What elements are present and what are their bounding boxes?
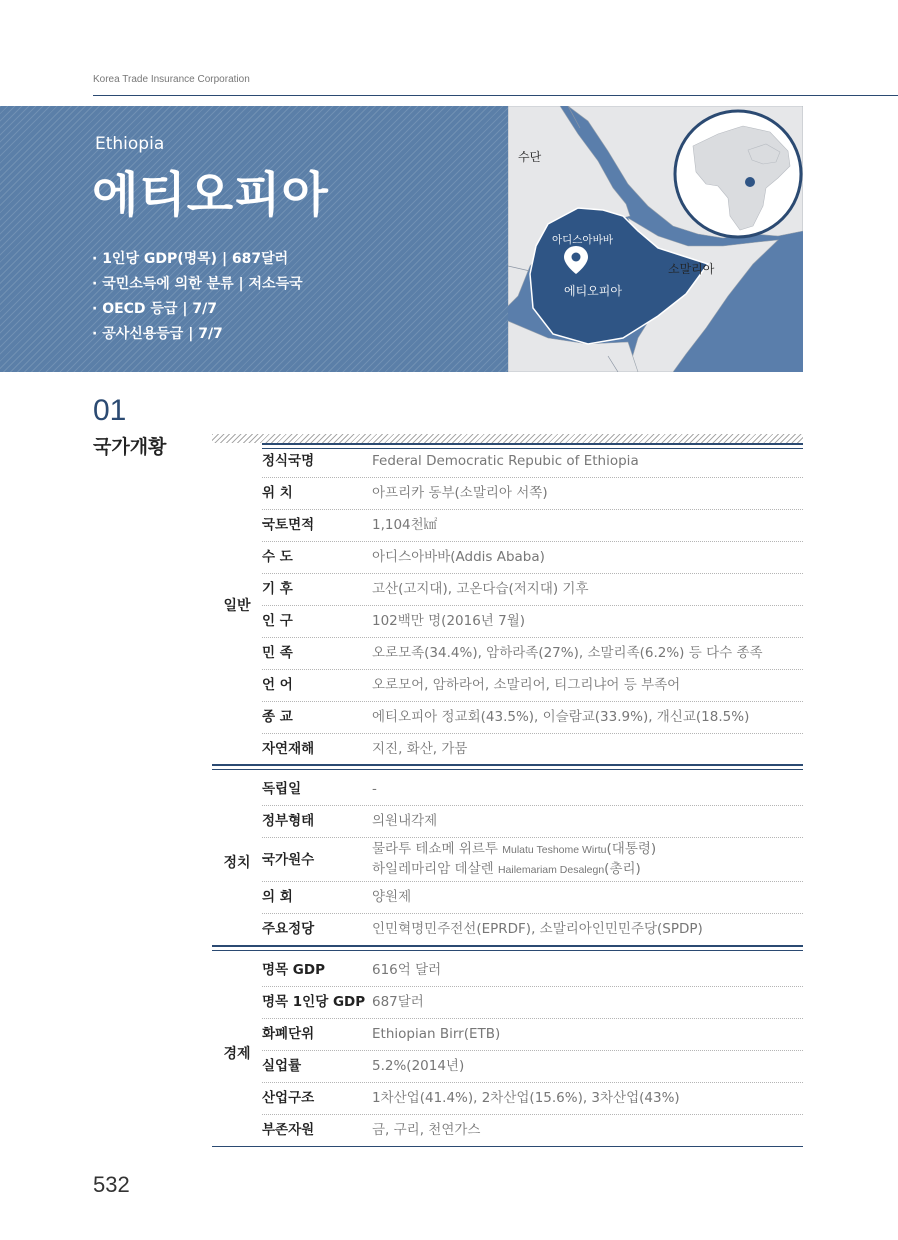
row-key: 언 어	[262, 677, 293, 693]
row-value: 지진, 화산, 가뭄	[372, 741, 468, 757]
row-value: 양원제	[372, 889, 412, 905]
row-key: 수 도	[262, 549, 293, 565]
key-facts	[92, 247, 303, 347]
map-label-sudan: 수단	[518, 150, 542, 164]
group-general	[212, 445, 803, 765]
row-key: 위 치	[262, 485, 293, 501]
corp-name: Korea Trade Insurance Corporation	[93, 74, 250, 85]
row-key: 주요정당	[262, 921, 315, 937]
table-row	[262, 838, 803, 882]
table-row	[262, 510, 803, 542]
table-row	[262, 1115, 803, 1147]
row-value: 아디스아바바(Addis Ababa)	[372, 549, 545, 565]
header-rule	[93, 95, 898, 96]
row-value: 616억 달러	[372, 962, 442, 978]
row-key: 정식국명	[262, 453, 315, 469]
table-row	[262, 574, 803, 606]
table-row	[262, 478, 803, 510]
row-value: 1차산업(41.4%), 2차산업(15.6%), 3차산업(43%)	[372, 1090, 680, 1106]
row-key: 민 족	[262, 645, 293, 661]
row-value: 687달러	[372, 994, 424, 1010]
map-label-capital: 아디스아바바	[552, 234, 613, 246]
row-key: 국가원수	[262, 852, 315, 868]
row-value: 금, 구리, 천연가스	[372, 1122, 481, 1138]
head-of-govt-line: 하일레마리암 데살렌 Hailemariam Desalegn(총리)	[372, 861, 641, 877]
country-banner	[0, 106, 508, 372]
row-key: 인 구	[262, 613, 293, 629]
row-key: 의 회	[262, 889, 293, 905]
row-value	[372, 838, 803, 882]
row-value: 에티오피아 정교회(43.5%), 이슬람교(33.9%), 개신교(18.5%)	[372, 709, 750, 725]
row-key: 부존자원	[262, 1122, 315, 1138]
table-row	[262, 1083, 803, 1115]
table-row	[262, 670, 803, 702]
fact-gdp: · 1인당 GDP(명목) | 687달러	[92, 251, 289, 267]
row-key: 독립일	[262, 781, 302, 797]
row-value: 5.2%(2014년)	[372, 1058, 465, 1074]
group-politics	[212, 774, 803, 944]
table-row	[262, 955, 803, 987]
table-row	[262, 734, 803, 766]
group-economy	[212, 955, 803, 1150]
map-label-ethiopia: 에티오피아	[564, 284, 622, 298]
page-number: 532	[93, 1172, 130, 1197]
group-divider	[212, 764, 803, 770]
head-of-state-line: 물라투 테쇼메 위르투 Mulatu Teshome Wirtu(대통령)	[372, 841, 657, 857]
row-value: 고산(고지대), 고온다습(저지대) 기후	[372, 581, 589, 597]
group-divider	[212, 945, 803, 951]
table-row	[262, 806, 803, 838]
row-value: 오로모족(34.4%), 암하라족(27%), 소말리족(6.2%) 등 다수 종족	[372, 645, 763, 661]
table-row	[262, 987, 803, 1019]
table-row	[262, 638, 803, 670]
group-label-economy: 경제	[223, 1046, 251, 1062]
row-key: 정부형태	[262, 813, 315, 829]
section-number: 01	[93, 394, 127, 427]
region-map	[508, 106, 803, 372]
table-row	[262, 882, 803, 914]
row-value: 아프리카 동부(소말리아 서쪽)	[372, 485, 548, 501]
table-row	[262, 1051, 803, 1083]
row-key: 자연재해	[262, 741, 315, 757]
fact-credit: · 공사신용등급 | 7/7	[92, 326, 223, 342]
table-row	[262, 702, 803, 734]
row-value: 102백만 명(2016년 7월)	[372, 613, 526, 629]
row-value: Federal Democratic Repubic of Ethiopia	[372, 453, 639, 469]
row-key: 명목 1인당 GDP	[262, 994, 366, 1010]
map-label-somalia: 소말리아	[668, 262, 715, 276]
row-value: -	[372, 781, 377, 797]
row-key: 국토면적	[262, 517, 315, 533]
row-key: 화폐단위	[262, 1026, 315, 1042]
table-bottom-rule	[212, 1146, 803, 1147]
star-icon	[572, 253, 581, 262]
row-key: 기 후	[262, 581, 293, 597]
fact-oecd: · OECD 등급 | 7/7	[92, 301, 217, 317]
table-row	[262, 542, 803, 574]
country-name-en: Ethiopia	[95, 134, 165, 154]
row-key: 산업구조	[262, 1090, 315, 1106]
row-value: Ethiopian Birr(ETB)	[372, 1026, 501, 1042]
table-row	[262, 446, 803, 478]
section-title: 국가개황	[93, 436, 167, 458]
row-key: 실업률	[262, 1058, 302, 1074]
table-row	[262, 774, 803, 806]
row-value: 오로모어, 암하라어, 소말리어, 티그리냐어 등 부족어	[372, 677, 681, 693]
group-label-politics: 정치	[223, 855, 251, 871]
group-label-general: 일반	[223, 598, 251, 614]
table-row	[262, 1019, 803, 1051]
fact-income-class: · 국민소득에 의한 분류 | 저소득국	[92, 276, 303, 292]
row-value: 1,104천㎢	[372, 517, 438, 533]
globe-inset	[675, 111, 801, 237]
table-row	[262, 914, 803, 946]
row-value: 인민혁명민주전선(EPRDF), 소말리아인민민주당(SPDP)	[372, 921, 703, 937]
country-name-ko: 에티오피아	[92, 167, 329, 223]
row-value: 의원내각제	[372, 813, 438, 829]
table-top-hatch	[212, 434, 803, 443]
table-row	[262, 606, 803, 638]
row-key: 명목 GDP	[262, 962, 325, 978]
row-key: 종 교	[262, 709, 293, 725]
